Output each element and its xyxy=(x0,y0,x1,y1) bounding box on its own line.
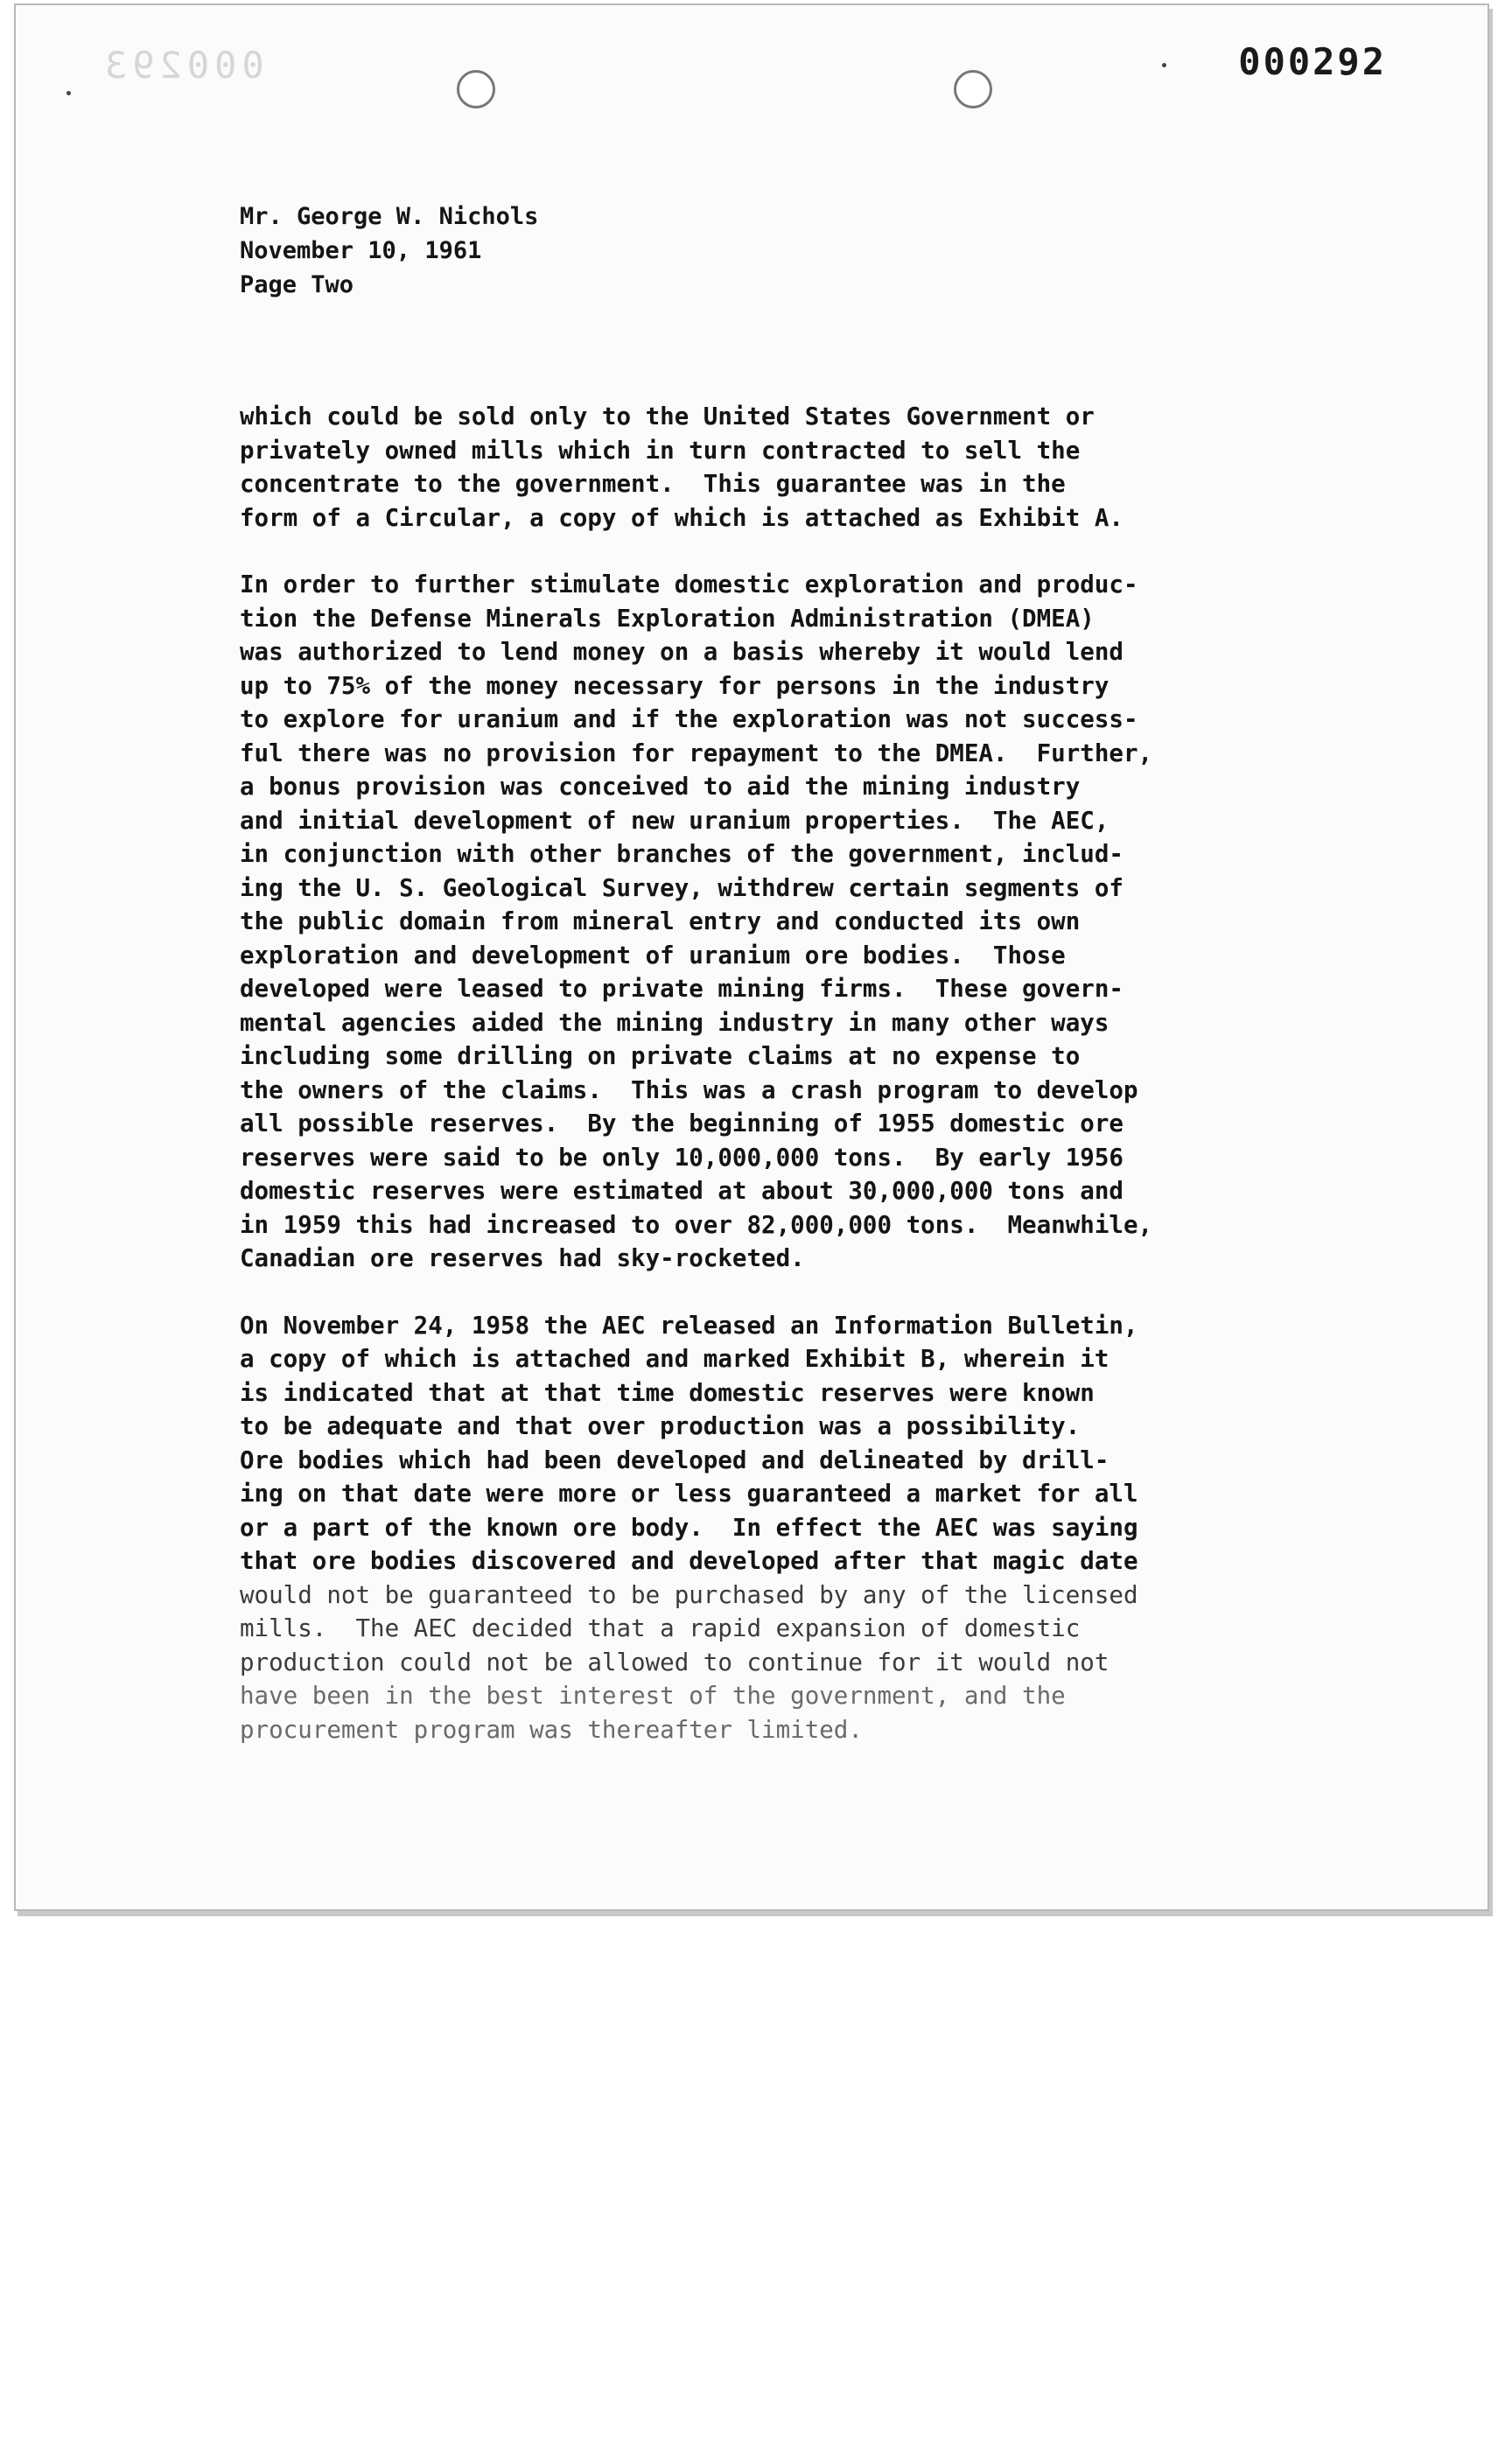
text-line: domestic reserves were estimated at about 30,000,000 tons and xyxy=(240,1177,1124,1205)
text-line: have been in the best interest of the government, and the xyxy=(240,1682,1066,1710)
text-line: Canadian ore reserves had sky-rocketed. xyxy=(240,1244,805,1272)
letter-header xyxy=(240,200,538,302)
text-line: including some drilling on private claims at no expense to xyxy=(240,1042,1081,1070)
scan-speck xyxy=(66,91,71,95)
text-line: in conjunction with other branches of the government, includ- xyxy=(240,840,1124,868)
text-line: was authorized to lend money on a basis whereby it would lend xyxy=(240,638,1124,666)
text-line: and initial development of new uranium properties. The AEC, xyxy=(240,806,1110,835)
text-line: privately owned mills which in turn contracted to sell the xyxy=(240,436,1081,465)
text-line: all possible reserves. By the beginning of 1955 domestic ore xyxy=(240,1110,1124,1138)
text-line: a bonus provision was conceived to aid the mining industry xyxy=(240,773,1081,801)
page-number: 000292 xyxy=(1238,40,1387,83)
text-line: the public domain from mineral entry and conducted its own xyxy=(240,907,1081,935)
text-line: tion the Defense Minerals Exploration Administration (DMEA) xyxy=(240,604,1095,633)
text-line: the owners of the claims. This was a crash program to develop xyxy=(240,1075,1138,1104)
text-line: to explore for uranium and if the exploration was not success- xyxy=(240,705,1138,733)
text-line: In order to further stimulate domestic exploration and produc- xyxy=(240,570,1138,598)
text-line: or a part of the known ore body. In effect the AEC was saying xyxy=(240,1513,1138,1542)
text-line: ing on that date were more or less guaranteed a market for all xyxy=(240,1480,1138,1508)
punch-hole-right xyxy=(954,70,992,108)
text-line: that ore bodies discovered and developed after that magic date xyxy=(240,1547,1138,1575)
text-line: reserves were said to be only 10,000,000 tons. By early 1956 xyxy=(240,1143,1124,1172)
text-line: form of a Circular, a copy of which is attached as Exhibit A. xyxy=(240,503,1124,532)
text-line: ing the U. S. Geological Survey, withdrew certain segments of xyxy=(240,873,1124,902)
text-line: is indicated that at that time domestic reserves were known xyxy=(240,1378,1095,1407)
text-line: procurement program was thereafter limited. xyxy=(240,1715,863,1744)
letter-date: November 10, 1961 xyxy=(240,237,482,264)
text-line: production could not be allowed to continue for it would not xyxy=(240,1648,1110,1676)
text-line: Ore bodies which had been developed and delineated by drill- xyxy=(240,1446,1110,1474)
text-line: in 1959 this had increased to over 82,000,000 tons. Meanwhile, xyxy=(240,1210,1153,1239)
text-line: exploration and development of uranium ore bodies. Those xyxy=(240,941,1066,970)
text-line: concentrate to the government. This guarantee was in the xyxy=(240,470,1066,498)
text-line: up to 75% of the money necessary for persons in the industry xyxy=(240,671,1110,700)
punch-hole-left xyxy=(457,70,495,108)
page-label: Page Two xyxy=(240,271,354,298)
letter-body xyxy=(240,400,1368,1780)
text-line: a copy of which is attached and marked Exhibit B, wherein it xyxy=(240,1345,1110,1373)
text-line: developed were leased to private mining firms. These govern- xyxy=(240,975,1124,1003)
paragraph-1 xyxy=(240,400,1368,535)
paragraph-2 xyxy=(240,568,1368,1276)
text-line: On November 24, 1958 the AEC released an Information Bulletin, xyxy=(240,1311,1138,1340)
text-line: to be adequate and that over production was a possibility. xyxy=(240,1412,1081,1440)
scan-speck xyxy=(1162,63,1166,67)
text-line: ful there was no provision for repayment to the DMEA. Further, xyxy=(240,738,1153,767)
scanned-page xyxy=(14,4,1489,1911)
text-line: would not be guaranteed to be purchased by any of the licensed xyxy=(240,1580,1138,1609)
text-line: mental agencies aided the mining industry in many other ways xyxy=(240,1008,1110,1037)
text-line: which could be sold only to the United States Government or xyxy=(240,402,1095,430)
paragraph-3 xyxy=(240,1309,1368,1747)
bleed-through-page-number: 000293 xyxy=(100,44,264,87)
text-line: mills. The AEC decided that a rapid expansion of domestic xyxy=(240,1614,1081,1642)
recipient-name: Mr. George W. Nichols xyxy=(240,203,539,230)
